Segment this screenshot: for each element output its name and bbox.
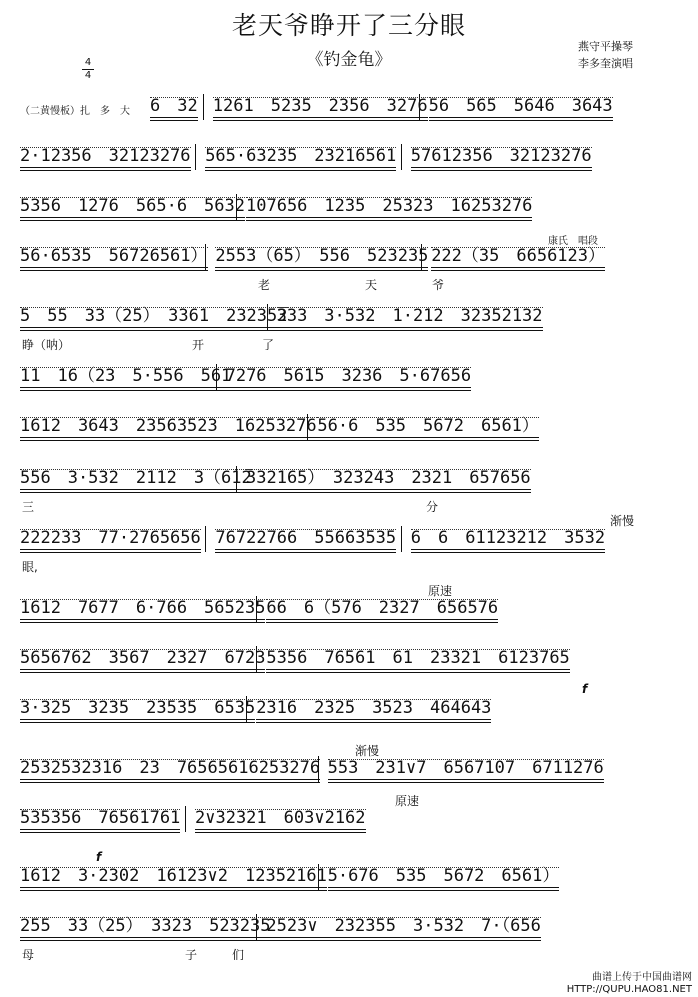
lyrics-line	[0, 276, 698, 294]
notation-text: 553 231∨7 6567107 6711276	[327, 758, 604, 778]
notation-text: 3·325 3235 23535 6535	[20, 698, 256, 718]
notation-text: 222233 77·2765656	[20, 528, 201, 548]
bar-line	[256, 646, 257, 672]
bar-line	[236, 466, 237, 492]
notation-text: 5656762 3567 2327 6723	[20, 648, 266, 668]
notation-segment	[20, 808, 180, 828]
note-line	[0, 858, 698, 888]
notation-text: 57612356 32123276	[410, 146, 592, 166]
bar-line	[401, 144, 402, 170]
notation-text: 56·6 535 5672 6561）	[317, 416, 539, 436]
bar-line	[205, 526, 206, 552]
site-watermark	[567, 972, 692, 996]
lyrics-line	[0, 336, 698, 354]
bar-line	[195, 144, 196, 170]
note-line	[0, 800, 698, 830]
score-row	[0, 794, 698, 860]
notation-text: 556 3·532 2112 3（612	[20, 468, 252, 488]
bar-line	[256, 596, 257, 622]
notation-text: 1612 3·2302 16123∨2 12352161	[20, 866, 327, 886]
lyric-word: 三	[22, 500, 35, 514]
notation-text: 222（35 6656123）	[431, 246, 606, 266]
notation-text: 5·676 535 5672 6561）	[327, 866, 560, 886]
note-line	[0, 750, 698, 780]
notation-text: 76722766 55663535	[215, 528, 397, 548]
notation-text: 5356 76561 61 23321 6123765	[266, 648, 570, 668]
notation-segment	[246, 468, 531, 488]
lyric-word: 老	[258, 278, 271, 292]
note-line	[0, 690, 698, 720]
lyrics-line	[0, 946, 698, 964]
note-line	[0, 908, 698, 938]
notation-segment	[429, 96, 613, 116]
notation-text: 56 565 5646 3643	[428, 96, 613, 116]
notation-segment	[20, 246, 208, 266]
notation-segment	[20, 146, 191, 166]
page-title: 老天爷睁开了三分眼	[231, 11, 466, 40]
bar-line	[205, 244, 206, 270]
tempo-mark: 渐慢	[355, 744, 380, 758]
notation-segment	[205, 146, 396, 166]
notation-segment	[150, 96, 198, 116]
watermark-line-1: 曲谱上传于中国曲谱网	[592, 972, 692, 983]
dynamic-mark: f	[96, 850, 102, 864]
credit-singer: 李多奎演唱	[578, 57, 633, 70]
tempo-mark: 原速	[428, 584, 453, 598]
notation-segment	[20, 306, 288, 326]
lyric-word: 们	[232, 948, 245, 962]
bar-line	[419, 94, 420, 120]
notation-segment	[20, 468, 252, 488]
bar-line	[256, 914, 257, 940]
bar-line	[246, 696, 247, 722]
notation-segment	[20, 416, 317, 436]
bar-line	[318, 864, 319, 890]
score-row	[0, 908, 698, 968]
bar-line	[267, 304, 268, 330]
notation-text: 56·6535 56726561）	[20, 246, 208, 266]
bar-line	[216, 364, 217, 390]
notation-segment	[20, 196, 245, 216]
notation-text: 2523∨ 232355 3·532 7·（656	[266, 916, 541, 936]
notation-text: 7276 5615 3236 5·67656	[225, 366, 472, 386]
credit-accompanist: 燕守平操琴	[578, 40, 633, 53]
notation-text: 255 33（25） 3323 523235	[20, 916, 271, 936]
note-line	[0, 298, 698, 328]
notation-segment	[328, 758, 604, 778]
notation-segment	[195, 808, 366, 828]
notation-segment	[266, 916, 540, 936]
notation-segment	[328, 866, 560, 886]
tempo-mark: 原速	[395, 794, 420, 808]
notation-text: 2316 2325 3523 464643	[256, 698, 492, 718]
lyric-word: 开	[192, 338, 205, 352]
note-line	[0, 88, 698, 118]
notation-segment	[20, 648, 265, 668]
notation-segment	[20, 916, 271, 936]
notation-segment	[20, 598, 265, 618]
note-line	[0, 408, 698, 438]
notation-text: 332165） 323243 2321 657656	[246, 468, 531, 488]
lyric-word: 子	[185, 948, 198, 962]
notation-text: 5356 1276 565·6 5632	[20, 196, 245, 216]
note-line	[0, 590, 698, 620]
notation-text: 1261 5235 2356 3276	[212, 96, 428, 116]
note-line	[0, 358, 698, 388]
notation-text: 1612 7677 6·766 565235	[20, 598, 266, 618]
notation-text: 66 6（576 2327 656576	[266, 598, 499, 618]
notation-segment	[20, 366, 231, 386]
notation-text: 333 3·532 1·212 32352132	[276, 306, 543, 326]
section-label: 康氏 唱段	[548, 236, 598, 247]
lyric-word: 天	[365, 278, 378, 292]
bar-line	[307, 414, 308, 440]
notation-segment	[431, 246, 605, 266]
notation-segment	[277, 306, 543, 326]
notation-segment	[256, 698, 491, 718]
notation-text: 107656 1235 25323 16253276	[246, 196, 533, 216]
notation-segment	[317, 416, 539, 436]
notation-text: 565·63235 23216561	[205, 146, 397, 166]
notation-segment	[20, 528, 201, 548]
score-row	[0, 682, 698, 750]
notation-text: 535356 76561761	[20, 808, 181, 828]
bar-line	[421, 244, 422, 270]
lyric-word: 分	[426, 500, 439, 514]
notation-text: 2·12356 32123276	[20, 146, 191, 166]
bar-line	[203, 94, 204, 120]
notation-segment	[215, 246, 428, 266]
lyrics-line	[0, 498, 698, 516]
notation-text: 1612 3643 23563523 16253276	[20, 416, 317, 436]
note-line	[0, 640, 698, 670]
notation-text: 6 6 61123212 3532	[410, 528, 606, 548]
time-signature-bottom: 4	[84, 70, 92, 81]
note-line	[0, 188, 698, 218]
score-row	[0, 408, 698, 468]
notation-segment	[226, 366, 471, 386]
score-row	[0, 514, 698, 580]
notation-text: 6 32	[150, 96, 198, 116]
notation-segment	[213, 96, 428, 116]
bar-line	[185, 806, 186, 832]
lyrics-line	[0, 558, 698, 576]
notation-text: 11 16（23 5·556 561	[20, 366, 232, 386]
time-signature-top: 4	[84, 57, 92, 68]
notation-text: 2∨32321 603∨2162	[195, 808, 366, 828]
notation-segment	[215, 528, 396, 548]
lyric-word: 睁（呐）	[22, 338, 71, 352]
watermark-line-2: HTTP://QUPU.HAO81.NET	[566, 984, 692, 995]
score-row	[0, 298, 698, 358]
lyric-word: 母	[22, 948, 35, 962]
note-line	[0, 460, 698, 490]
notation-segment	[246, 196, 532, 216]
bar-line	[401, 526, 402, 552]
bar-line	[318, 756, 319, 782]
intro-prefix: （二黄慢板）扎 多 大	[20, 106, 130, 117]
score-row	[0, 460, 698, 520]
lyric-word: 了	[262, 338, 275, 352]
notation-segment	[411, 146, 592, 166]
dynamic-mark: f	[582, 682, 588, 696]
notation-segment	[266, 648, 569, 668]
notation-text: 2532532316 23 76565616253276	[20, 758, 321, 778]
notation-segment	[20, 866, 327, 886]
time-signature	[82, 58, 94, 81]
note-line	[0, 520, 698, 550]
page-subtitle: 《钓金龟》	[306, 50, 392, 70]
notation-segment	[411, 528, 605, 548]
lyric-word: 爷	[432, 278, 445, 292]
tempo-mark: 渐慢	[610, 514, 635, 528]
notation-segment	[266, 598, 498, 618]
note-line	[0, 138, 698, 168]
bar-line	[236, 194, 237, 220]
notation-segment	[20, 758, 320, 778]
notation-text: 2553（65） 556 523235	[215, 246, 429, 266]
notation-text: 5 55 33（25） 3361 232352	[20, 306, 288, 326]
lyric-word: 眼,	[22, 560, 38, 574]
notation-segment	[20, 698, 255, 718]
score-row	[0, 238, 698, 298]
